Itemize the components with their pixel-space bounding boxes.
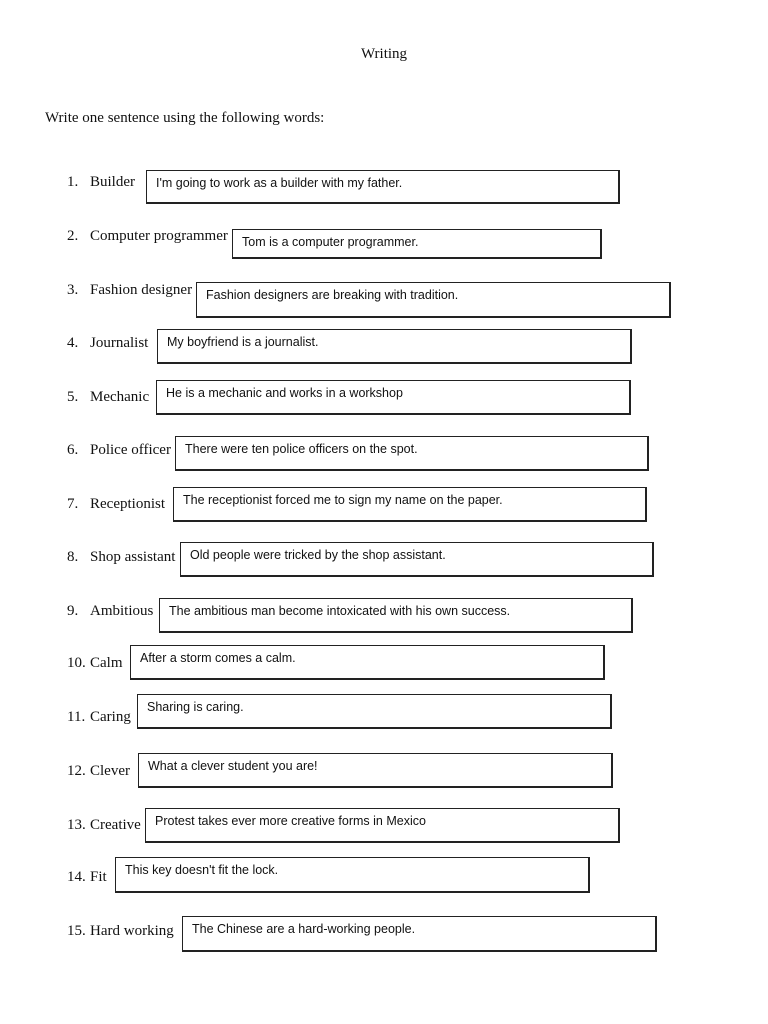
item-number: 8. — [67, 549, 79, 565]
item-number: 10. — [67, 655, 86, 671]
item-word: Police officer — [90, 442, 171, 458]
sentence-box[interactable]: Old people were tricked by the shop assistant. — [180, 542, 654, 577]
sentence-box[interactable]: I'm going to work as a builder with my father. — [146, 170, 620, 204]
list-item — [0, 282, 768, 322]
list-item — [0, 857, 768, 897]
sentence-box[interactable]: There were ten police officers on the spot. — [175, 436, 649, 471]
item-number: 15. — [67, 923, 86, 939]
instruction-text: Write one sentence using the following words: — [45, 110, 325, 126]
list-item — [0, 170, 768, 210]
sentence-box[interactable]: The receptionist forced me to sign my name on the paper. — [173, 487, 647, 522]
sentence-box[interactable]: Tom is a computer programmer. — [232, 229, 602, 259]
item-word: Builder — [90, 174, 135, 190]
list-item — [0, 694, 768, 734]
sentence-box[interactable]: What a clever student you are! — [138, 753, 613, 788]
item-word: Creative — [90, 817, 141, 833]
item-number: 6. — [67, 442, 79, 458]
list-item — [0, 598, 768, 638]
item-word: Calm — [90, 655, 123, 671]
sentence-box[interactable]: My boyfriend is a journalist. — [157, 329, 632, 364]
item-word: Journalist — [90, 335, 149, 351]
item-number: 7. — [67, 496, 79, 512]
sentence-box[interactable]: He is a mechanic and works in a workshop — [156, 380, 631, 415]
sentence-box[interactable]: This key doesn't fit the lock. — [115, 857, 590, 893]
sentence-box[interactable]: The ambitious man become intoxicated with his own success. — [159, 598, 633, 633]
list-item — [0, 228, 768, 268]
list-item — [0, 329, 768, 369]
item-word: Caring — [90, 709, 131, 725]
list-item — [0, 380, 768, 420]
item-word: Fashion designer — [90, 282, 193, 298]
item-number: 5. — [67, 389, 79, 405]
list-item — [0, 487, 768, 527]
item-word: Receptionist — [90, 496, 165, 512]
item-number: 3. — [67, 282, 79, 298]
page-title: Writing — [360, 46, 408, 62]
sentence-box[interactable]: Protest takes ever more creative forms in Mexico — [145, 808, 620, 843]
list-item — [0, 753, 768, 793]
sentence-box[interactable]: After a storm comes a calm. — [130, 645, 605, 680]
list-item — [0, 916, 768, 956]
sentence-box[interactable]: Fashion designers are breaking with tradition. — [196, 282, 671, 318]
item-number: 12. — [67, 763, 86, 779]
item-number: 11. — [67, 709, 86, 725]
item-word: Fit — [90, 869, 107, 885]
list-item — [0, 808, 768, 848]
list-item — [0, 645, 768, 685]
item-word: Ambitious — [90, 603, 154, 619]
item-word: Hard working — [90, 923, 174, 939]
item-number: 13. — [67, 817, 86, 833]
item-word: Mechanic — [90, 389, 150, 405]
item-number: 9. — [67, 603, 79, 619]
list-item — [0, 542, 768, 582]
sentence-box[interactable]: Sharing is caring. — [137, 694, 612, 729]
item-number: 1. — [67, 174, 79, 190]
item-word: Computer programmer — [90, 228, 228, 244]
sentence-box[interactable]: The Chinese are a hard-working people. — [182, 916, 657, 952]
item-number: 2. — [67, 228, 79, 244]
item-word: Shop assistant — [90, 549, 176, 565]
item-number: 14. — [67, 869, 86, 885]
item-number: 4. — [67, 335, 79, 351]
list-item — [0, 436, 768, 476]
item-word: Clever — [90, 763, 130, 779]
